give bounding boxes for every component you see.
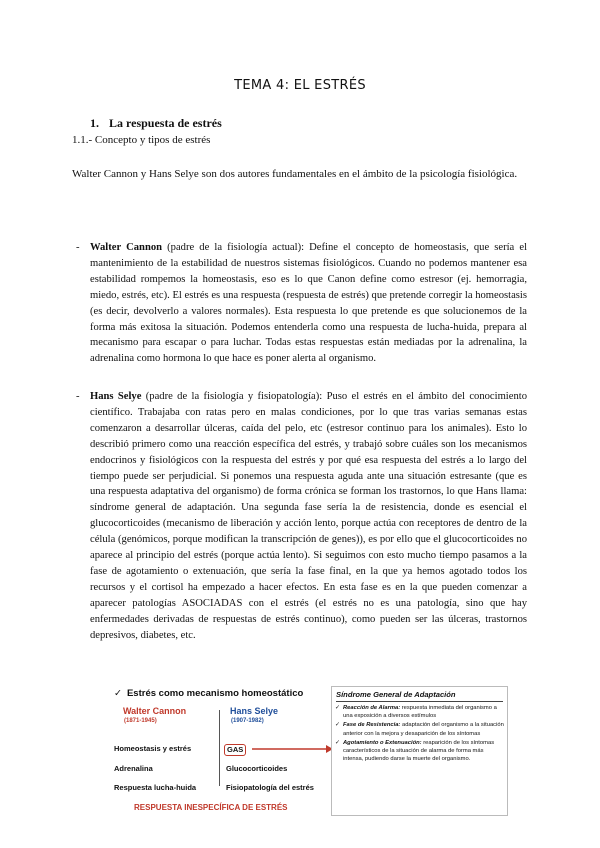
homeostasis-panel (94, 686, 328, 816)
selye-item: Fisiopatología del estrés (226, 783, 314, 792)
cannon-item: Respuesta lucha-huida (114, 783, 197, 792)
sga-item-body: adaptación del organismo a la situación anterior con la mejora y desaparición de los síntomas (343, 722, 504, 737)
sga-item-body: respuesta inmediata del organismo a una exposición a diversos estímulos (343, 705, 497, 720)
sga-title-rule (336, 701, 503, 702)
selye-emphasis: ASOCIADAS (181, 597, 243, 609)
section-title: La respuesta de estrés (109, 116, 222, 130)
check-icon: ✓ (335, 722, 341, 729)
selye-name: Hans Selye (90, 391, 142, 402)
bottom-label: RESPUESTA INESPECÍFICA DE ESTRÉS (134, 803, 288, 812)
sga-item-head: Fase de Resistencia: (343, 722, 401, 729)
cannon-item: Adrenalina (114, 764, 153, 773)
cannon-name: Walter Cannon (90, 242, 163, 253)
check-icon: ✓ (114, 688, 122, 699)
gas-box: GAS (224, 744, 246, 756)
intro-paragraph: Walter Cannon y Hans Selye son dos autores fundamentales en el ámbito de la psicología fisiológica. (72, 168, 518, 180)
sga-item (332, 739, 507, 764)
cannon-text: (padre de la fisiología actual): Define el concepto de homeostasis, que sería el mantenimiento de la estabilidad de nuestros sistemas fisiológicos. Cuando no podemos mantener esa estabilidad rompemos la homeostasis, eso es lo que Canon define como estresor (ej. hemorragia, miedo, estrés, etc). El estrés es una respuesta (respuesta de estrés) que pretende corregir la homeostasis (es decir, devolverlo a valores normales). Esta respuesta lo que pretende es que solucionemos de la forma más exitosa la situación. Podemos entenderla como una respuesta de lucha-huida, prepara al mecanismo para escapar o para luchar. Todas estas respuestas están mediadas por la adrenalina, la adrenalina como hormona lo que hace es poner alerta al organismo. (90, 242, 528, 365)
bullet-dash: - (76, 242, 80, 253)
section-number: 1. (90, 116, 99, 130)
selye-text-a: (padre de la fisiología y fisiopatología): Puso el estrés en el ámbito del conocimiento científico. Trabajaba con ratas pero en malas condiciones, por lo que tras varias semanas estas comenzaron a desarrollar úlceras, caída del pelo, etc (estresor continuo para los animales). Esto lo describió primero como una reacción específica del estrés, y trabajó sobre cuáles son los mecanismos endocrinos y fisiológicos con la respuesta del estrés y por qué esa respuesta del estrés a lo largo del tiempo puede ser perjudicial. Si ponemos una respuesta aguda ante una situación estresante (que es una respuesta adaptativa del organismo) de forma crónica se forman los trastornos, lo que Hans llama: síndrome general de adaptación. Una segunda fase sería la de resistencia, donde es esencial el glucocorticoides (mecanismo de liberación y acción lento, porque actúa con receptores de dentro de la célula (genómicos, porque modifican la transcripción de genes)), es por ello que el glucocorticoides no aparece al principio del estrés (porque actúa lento). Si seguimos con esto mucho tiempo pasamos a la fase de agotamiento o extenuación, que sería la fase final, en la que ya hemos agotado todos los recursos y el cortisol ha empezado a hacer efectos. En esta fase es en la que pueden comenzar a aparecer patologías (90, 391, 527, 609)
panel-title-text: Estrés como mecanismo homeostático (126, 688, 304, 699)
section-heading (90, 116, 222, 131)
cannon-heading: Walter Cannon (123, 706, 187, 716)
sga-title: Síndrome General de Adaptación (336, 690, 456, 699)
page-title: TEMA 4: EL ESTRÉS (234, 78, 366, 93)
selye-item: Glucocorticoides (226, 764, 288, 773)
sga-item (332, 704, 507, 720)
bullet-selye (76, 389, 527, 644)
selye-text-b: con el estrés (el estrés no es una patología, sino que hay enfermedades derivadas de respuestas de estrés continuo), como pueden ser las úlceras, trastornos depresivos, diabetes, etc. (90, 597, 527, 641)
check-icon: ✓ (335, 705, 341, 711)
sga-item-body: reaparición de los síntomas característicos de la situación de alarma de forma más intensa, pudiendo darse la muerte del organismo. (343, 739, 495, 763)
bullet-cannon (76, 240, 528, 367)
cannon-dates: (1871-1945) (124, 718, 157, 724)
subsection-heading: 1.1.- Concepto y tipos de estrés (72, 134, 211, 146)
bullet-dash: - (76, 391, 80, 402)
selye-heading: Hans Selye (230, 706, 279, 716)
selye-dates: (1907-1982) (231, 718, 264, 724)
sga-item-head: Agotamiento o Extenuación: (343, 739, 422, 746)
sga-item-head: Reacción de Alarma: (343, 705, 401, 711)
cannon-item: Homeostasis y estrés (114, 744, 192, 753)
sga-item (332, 721, 507, 737)
stress-figure (94, 686, 508, 816)
check-icon: ✓ (335, 739, 341, 746)
sga-panel (331, 686, 508, 816)
